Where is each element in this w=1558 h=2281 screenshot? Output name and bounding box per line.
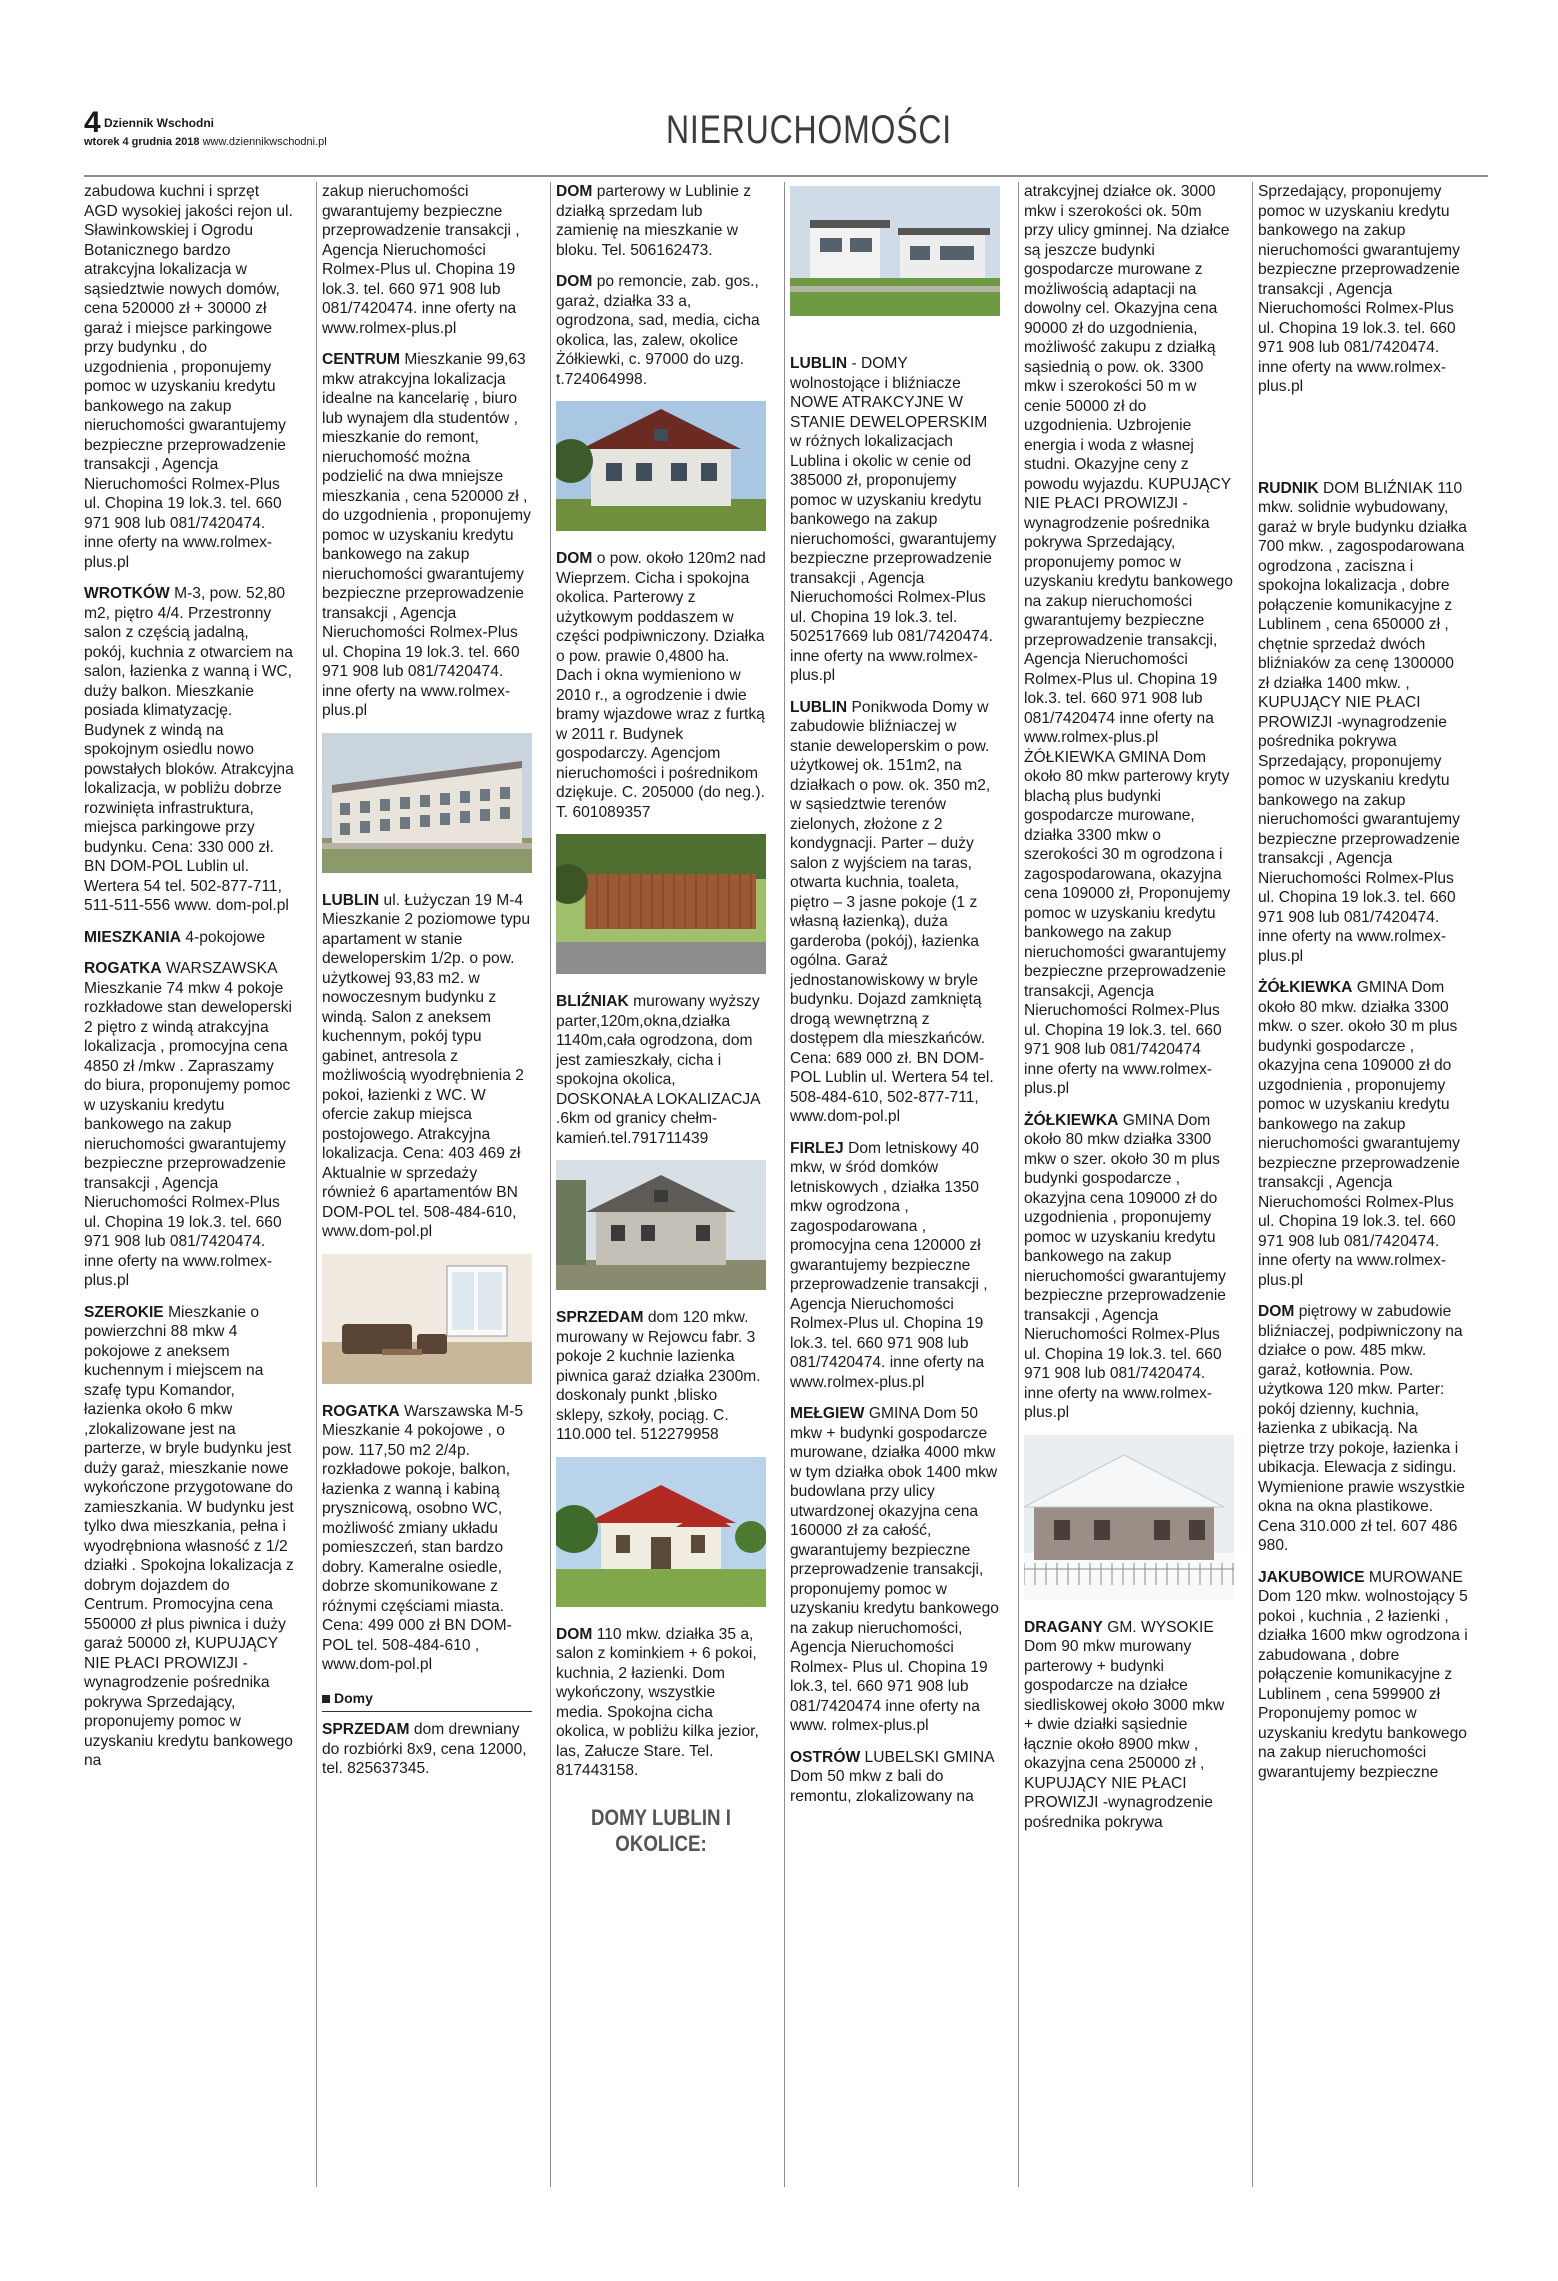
ad-headword: FIRLEJ: [790, 1139, 844, 1157]
classified-ad: [790, 1748, 1000, 1807]
classified-ad: [84, 1303, 294, 1771]
column-divider: [1018, 182, 1019, 2187]
ad-headword: CENTRUM: [322, 351, 400, 368]
ad-headword: OSTRÓW: [790, 1748, 861, 1766]
property-photo: [556, 834, 766, 974]
ad-text: GMINA Dom około 80 mkw działka 3300 mkw o szer. około 30 m plus budynki gospodarcze , okazyjna cena 109000 zł do uzgodnienia , proponujemy pomoc w uzyskaniu kredytu bankowego na zakup nieruchomości gwarantujemy bezpieczne przeprowadzenie transakcji , Agencja Nieruchomości Rolmex-Plus ul. Chopina 19 lok.3. tel. 660 971 908 lub 081/7420474. inne oferty na www.rolmex-plus.pl: [1024, 1111, 1226, 1421]
classified-ad: [1258, 182, 1468, 397]
classified-ad: [790, 698, 1000, 1127]
column-spacer: [790, 334, 1000, 354]
ad-text: Warszawska M-5 Mieszkanie 4 pokojowe , o pow. 117,50 m2 2/4p. rozkładowe pokoje, balkon, łazienka z wanną i kabiną prysznicową, osobno WC, możliwość zmiany układu pomieszczeń, stan bardzo dobry. Kameralne osiedle, dobrze skomunikowane z różnymi częściami miasta. Cena: 499 000 zł BN DOM-POL tel. 508-484-610 , www.dom-pol.pl: [322, 1402, 524, 1673]
classified-ad: [322, 1720, 532, 1779]
classified-ad: [556, 272, 766, 389]
ad-text: zakup nieruchomości gwarantujemy bezpieczne przeprowadzenie transakcji , Agencja Nieruchomości Rolmex-Plus ul. Chopina 19 lok.3. tel. 660 971 908 lub 081/7420474. inne oferty na www.rolmex-plus.pl: [322, 183, 520, 337]
classified-ad: [84, 182, 294, 572]
ad-headword: RUDNIK: [1258, 479, 1319, 497]
classified-ad: [322, 350, 532, 721]
property-photo: [322, 1254, 532, 1384]
ad-text: Dom letniskowy 40 mkw, w śród domków letniskowych , działka 1350 mkw ogrodzona , zagospodarowana , promocyjna cena 120000 zł gwarantujemy bezpieczne przeprowadzenie transakcji , Agencja Nieruchomości Rolmex-Plus ul. Chopina 19 lok.3. tel. 660 971 908 lub 081/7420474. inne oferty na www.rolmex-plus.pl: [790, 1139, 988, 1391]
classified-ad: [1024, 182, 1234, 1099]
classified-ad: [556, 992, 766, 1148]
ad-headword: ŻÓŁKIEWKA: [1024, 1111, 1119, 1129]
classified-ad: [1258, 479, 1468, 967]
classified-ad: [1258, 978, 1468, 1290]
ad-headword: SZEROKIE: [84, 1303, 164, 1321]
classified-ad: [1024, 1618, 1234, 1833]
ad-text: Ponikwoda Domy w zabudowie bliźniaczej w stanie deweloperskim o pow. użytkowej ok. 151m2, na działkach o pow. ok. 350 m2, w sąsiedztwie terenów zielonych, złożone z 2 kondygnacji. Parter – duży salon z wyjściem na taras, otwarta kuchnia, toaleta, piętro – 3 jasne pokoje (1 z własną łazienką), duża garderoba (pokój), łazienka ogólna. Garaż jednostanowiskowy w bryle budynku. Dojazd zamkniętą drogą wewnętrzną z dostępem dla mieszkańców. Cena: 689 000 zł. BN DOM-POL Lublin ul. Wertera 54 tel. 508-484-610, 502-877-711, www.dom-pol.pl: [790, 698, 994, 1125]
column-divider: [1252, 182, 1253, 2187]
website-link[interactable]: www.dziennikwschodni.pl: [202, 136, 327, 148]
ad-text: Sprzedający, proponujemy pomoc w uzyskaniu kredytu bankowego na zakup nieruchomości gwarantujemy bezpieczne przeprowadzenie transakcji , Agencja Nieruchomości Rolmex-Plus ul. Chopina 19 lok.3. tel. 660 971 908 lub 081/7420474. inne oferty na www.rolmex-plus.pl: [1258, 183, 1460, 395]
classified-ad: [1258, 1302, 1468, 1556]
ad-headword: MIESZKANIA: [84, 928, 182, 946]
subsection-heading: DOMY LUBLIN I OKOLICE:: [591, 1804, 731, 1856]
ad-text: piętrowy w zabudowie bliźniaczej, podpiwniczony na działce o pow. 485 mkw. garaż, kotłownia. Pow. użytkowa 120 mkw. Parter: pokój dzienny, kuchnia, łazienka z ubikacją. Na piętrze trzy pokoje, łazienka i ubikacja. Elewacja z sidingu. Wymienione prawie wszystkie okna na okna plastikowe. Cena 310.000 zł tel. 607 486 980.: [1258, 1303, 1465, 1554]
publication-date-line: [84, 136, 327, 148]
classified-ad: [1024, 1111, 1234, 1423]
ad-headword: JAKUBOWICE: [1258, 1568, 1365, 1586]
ad-headword: DOM: [556, 273, 593, 290]
column-divider: [784, 182, 785, 2187]
ad-headword: LUBLIN: [322, 891, 380, 909]
ad-headword: DOM: [556, 1625, 593, 1643]
classified-ad: [790, 354, 1000, 686]
ad-text: DOM BLIŹNIAK 110 mkw. solidnie wybudowany, garaż w bryle budynku działka 700 mkw. , zagospodarowana ogrodzona , zaciszna i spokojna lokalizacja , dobre połączenie komunikacyjne z Lublinem , cena 650000 zł , chętnie sprzedaż dwóch bliźniaków za cenę 1300000 zł działka 1400 mkw. , KUPUJĄCY NIE PŁACI PROWIZJI -wynagrodzenie pośrednika pokrywa Sprzedający, proponujemy pomoc w uzyskaniu kredytu bankowego na zakup nieruchomości gwarantujemy bezpieczne przeprowadzenie transakcji , Agencja Nieruchomości Rolmex-Plus ul. Chopina 19 lok.3. tel. 660 971 908 lub 081/7420474. inne oferty na www.rolmex-plus.pl: [1258, 479, 1467, 965]
ad-text: dom drewniany do rozbiórki 8x9, cena 12000, tel. 825637345.: [322, 1721, 527, 1777]
ad-text: Mieszkanie 99,63 mkw atrakcyjna lokalizacja idealne na kancelarię , biuro lub wynajem dla studentów , mieszkanie do remont, nieruchomość można podzielić na dwa mniejsze mieszkania , cena 520000 zł , do uzgodnienia , proponujemy pomoc w uzyskaniu kredytu bankowego na zakup nieruchomości gwarantujemy bezpieczne przeprowadzenie transakcji , Agencja Nieruchomości Rolmex-Plus ul. Chopina 19 lok.3. tel. 660 971 908 lub 081/7420474. inne oferty na www.rolmex-plus.pl: [322, 351, 531, 719]
ad-text: po remoncie, zab. gos., garaż, działka 33 a, ogrodzona, sad, media, cicha okolica, las, zalew, okolice Żółkiewki, c. 97000 do uzg. t.724064998.: [556, 273, 760, 388]
ad-headword: DOM: [556, 183, 593, 200]
ad-headword: LUBLIN: [790, 355, 848, 372]
classified-ad: [556, 1308, 766, 1445]
column-2: [322, 182, 532, 2187]
page-number: 4: [84, 106, 101, 139]
ad-text: M-3, pow. 52,80 m2, piętro 4/4. Przestronny salon z częścią jadalną, pokój, kuchnia z otwarciem na salon, łazienka z wanną i WC, duży balkon. Mieszkanie posiada klimatyzację. Budynek z windą na spokojnym osiedlu nowo powstałych bloków. Atrakcyjna lokalizacja, w pobliżu dobrze rozwinięta infrastruktura, miejsca parkingowe przy budynku. Cena: 330 000 zł. BN DOM-POL Lublin ul. Wertera 54 tel. 502-877-711, 511-511-556 www. dom-pol.pl: [84, 585, 294, 914]
column-6: [1258, 182, 1468, 2187]
property-photo: [556, 1457, 766, 1607]
column-1: [84, 182, 294, 2187]
ad-headword: ROGATKA: [84, 960, 162, 977]
ad-headword: SPRZEDAM: [556, 1309, 644, 1326]
property-photo: [790, 186, 1000, 316]
column-4: [790, 182, 1000, 2187]
classified-ad: [790, 1139, 1000, 1393]
column-divider: [316, 182, 317, 2187]
classified-ad: [1258, 1568, 1468, 1783]
publication-name: Dziennik Wschodni: [104, 116, 215, 130]
header-rule: [84, 175, 1488, 177]
classified-ad: [790, 1404, 1000, 1736]
issue-date: wtorek 4 grudnia 2018: [84, 136, 200, 148]
classified-ad: [84, 928, 294, 948]
ad-text: WARSZAWSKA Mieszkanie 74 mkw 4 pokoje rozkładowe stan deweloperski 2 piętro z windą atrakcyjna lokalizacja , promocyjna cena 4850 zł /mkw . Zapraszamy do biura, proponujemy pomoc w uzyskaniu kredytu bankowego na zakup nieruchomości gwarantujemy bezpieczne przeprowadzenie transakcji , Agencja Nieruchomości Rolmex-Plus ul. Chopina 19 lok.3. tel. 660 971 908 lub 081/7420474. inne oferty na www.rolmex-plus.pl: [84, 960, 293, 1289]
column-5: [1024, 182, 1234, 2187]
ad-text: zabudowa kuchni i sprzęt AGD wysokiej jakości rejon ul. Sławinkowskiej i Ogrodu Botanicznego bardzo atrakcyjna lokalizacja w sąsiedztwie nowych domów, cena 520000 zł + 30000 zł garaż i miejsce parkingowe przy budynku , do uzgodnienia , proponujemy pomoc w uzyskaniu kredytu bankowego na zakup nieruchomości gwarantujemy bezpieczne przeprowadzenie transakcji , Agencja Nieruchomości Rolmex-Plus ul. Chopina 19 lok.3. tel. 660 971 908 lub 081/7420474. inne oferty na www.rolmex-plus.pl: [84, 183, 293, 571]
ad-text: 110 mkw. działka 35 a, salon z kominkiem + 6 pokoi, kuchnia, 2 łazienki. Dom wykończony, wszystkie media. Spokojna cicha okolica, w pobliżu kilka jezior, las, Załucze Stare. Tel. 817443158.: [556, 1625, 759, 1779]
category-label: [322, 1687, 532, 1713]
property-photo: [556, 1160, 766, 1290]
ad-text: GMINA Dom około 80 mkw. działka 3300 mkw. o szer. około 30 m plus budynki gospodarcze , okazyjna cena 109000 zł do uzgodnienia , proponujemy pomoc w uzyskaniu kredytu bankowego na zakup nieruchomości gwarantujemy bezpieczne przeprowadzenie transakcji , Agencja Nieruchomości Rolmex-Plus ul. Chopina 19 lok.3. tel. 660 971 908 lub 081/7420474. inne oferty na www.rolmex-plus.pl: [1258, 979, 1460, 1289]
ad-text: murowany wyższy parter,120m,okna,działka 1140m,cała ogrodzona, dom jest zamieszkały, cicha i spokojna okolica, DOSKONAŁA LOKALIZACJA .6km od granicy chełm-kamień.tel.791711439: [556, 993, 760, 1147]
classified-ad: [322, 1402, 532, 1675]
classified-columns: [84, 182, 1488, 2187]
column-3: [556, 182, 766, 2187]
ad-headword: DOM: [556, 550, 593, 567]
ad-headword: ŻÓŁKIEWKA: [1258, 979, 1353, 996]
section-title: NIERUCHOMOŚCI: [666, 108, 952, 152]
ad-text: GMINA Dom 50 mkw + budynki gospodarcze murowane, działka 4000 mkw w tym działka obok 1400 mkw budowlana przy ulicy utwardzonej okazyjna cena 160000 zł za całość, gwarantujemy bezpieczne przeprowadzenie transakcji, proponujemy pomoc w uzyskaniu kredytu bankowego na zakup nieruchomości, Agencja Nieruchomości Rolmex- Plus ul. Chopina 19 lok.3, tel. 660 971 908 lub 081/7420474 inne oferty na www. rolmex-plus.pl: [790, 1405, 999, 1734]
ad-headword: DOM: [1258, 1303, 1295, 1320]
ad-text: parterowy w Lublinie z działką sprzedam lub zamienię na mieszkanie w bloku. Tel. 506162473.: [556, 183, 752, 259]
ad-headword: BLIŹNIAK: [556, 993, 629, 1010]
page-header: [0, 0, 1558, 185]
category-label-text: Domy: [334, 1689, 373, 1706]
ad-headword: LUBLIN: [790, 698, 848, 716]
classified-ad: [84, 959, 294, 1291]
ad-text: - DOMY wolnostojące i bliźniacze NOWE ATRAKCYJNE W STANIE DEWELOPERSKIM w różnych lokalizacjach Lublina i okolic w cenie od 385000 zł, proponujemy pomoc w uzyskaniu kredytu bankowego na zakup nieruchomości, gwarantujemy bezpieczne przeprowadzenie transakcji , Agencja Nieruchomości Rolmex-Plus ul. Chopina 19 lok.3. tel. 502517669 lub 081/7420474. inne oferty na www.rolmex-plus.pl: [790, 355, 997, 684]
classified-ad: [84, 584, 294, 916]
ad-text: ul. Łużyczan 19 M-4 Mieszkanie 2 poziomowe typu apartament w stanie deweloperskim 1/2p. o pow. użytkowej 93,83 m2. w nowoczesnym budynku z windą. Salon z aneksem kuchennym, pokój typu gabinet, antresola z możliwością wyodrębnienia 2 pokoi, łazienki z WC. W ofercie zakup miejsca postojowego. Atrakcyjna lokalizacja. Cena: 403 469 zł Aktualnie w sprzedaży również 6 apartamentów BN DOM-POL tel. 508-484-610, www.dom-pol.pl: [322, 891, 531, 1240]
ad-text: LUBELSKI GMINA Dom 50 mkw z bali do remontu, zlokalizowany na: [790, 1748, 994, 1805]
ad-text: GM. WYSOKIE Dom 90 mkw murowany parterowy + budynki gospodarcze na działce siedliskowej około 3000 mkw + dwie działki sąsiednie łącznie około 8900 mkw , okazyjna cena 250000 zł , KUPUJĄCY NIE PŁACI PROWIZJI -wynagrodzenie pośrednika pokrywa: [1024, 1618, 1225, 1831]
column-divider: [550, 182, 551, 2187]
classified-ad: [556, 549, 766, 822]
property-photo: [1024, 1435, 1234, 1600]
ad-headword: WROTKÓW: [84, 585, 170, 602]
classified-ad: [322, 182, 532, 338]
ad-text: 4-pokojowe: [185, 928, 266, 946]
column-spacer: [1258, 409, 1468, 479]
ad-headword: SPRZEDAM: [322, 1721, 410, 1738]
classified-ad: [556, 182, 766, 260]
ad-text: o pow. około 120m2 nad Wieprzem. Cicha i spokojna okolica. Parterowy z użytkowym poddaszem w części podpiwniczony. Działka o pow. prawie 0,4800 ha. Dach i okna wymieniono w 2010 r., a ogrodzenie i dwie bramy wjazdowe wraz z furtką w 2011 r. Budynek gospodarczy. Agencjom nieruchomości i pośrednikom dziękuje. C. 205000 (do neg.). T. 601089357: [556, 550, 766, 821]
square-bullet-icon: [322, 1695, 330, 1703]
property-photo: [556, 401, 766, 531]
ad-headword: MEŁGIEW: [790, 1405, 865, 1422]
ad-headword: DRAGANY: [1024, 1618, 1103, 1636]
classified-ad: [556, 1625, 766, 1781]
classified-ad: [322, 891, 532, 1242]
ad-headword: ROGATKA: [322, 1402, 400, 1420]
property-photo: [322, 733, 532, 873]
ad-text: Mieszkanie o powierzchni 88 mkw 4 pokojowe z aneksem kuchennym i miejscem na szafę typu Komandor, łazienka około 6 mkw ,zlokalizowane jest na parterze, w bryle budynku jest duży garaż, mieszkanie nowe wykończone przygotowane do zamieszkania. W budynku jest tylko dwa mieszkania, pełna i wyodrębniona własność z 1/2 działki . Spokojna lokalizacja z dobrym dojazdem do Centrum. Promocyjna cena 550000 zł plus piwnica i duży garaż 50000 zł, KUPUJĄCY NIE PŁACI PROWIZJI -wynagrodzenie pośrednika pokrywa Sprzedający, proponujemy pomoc w uzyskaniu kredytu bankowego na: [84, 1303, 294, 1769]
ad-text: atrakcyjnej działce ok. 3000 mkw i szerokości ok. 50m przy ulicy gminnej. Na działce są jeszcze budynki gospodarcze murowane z możliwością adaptacji na dowolny cel. Okazyjna cena 90000 zł do uzgodnienia, możliwość zakupu z działką sąsiednią o pow. ok. 3300 mkw i szerokości 50 m w cenie 50000 zł do uzgodnienia. Uzbrojenie energia i woda z własnej studni. Okazyjne ceny z powodu wyjazdu. KUPUJĄCY NIE PŁACI PROWIZJI - wynagrodzenie pośrednika pokrywa Sprzedający, proponujemy pomoc w uzyskaniu kredytu bankowego na zakup nieruchomości gwarantujemy bezpieczne przeprowadzenie transakcji, Agencja Nieruchomości Rolmex-Plus ul. Chopina 19 lok.3. tel. 660 971 908 lub 081/7420474 inne oferty na www.rolmex-plus.pl ŻÓŁKIEWKA GMINA Dom około 80 mkw parterowy kryty blachą plus budynki gospodarcze murowane, działka 3300 mkw o szerokości 30 m ogrodzona i zagospodarowana, okazyjna cena 109000 zł, Proponujemy pomoc w uzyskaniu kredytu bankowego na zakup nieruchomości gwarantujemy bezpieczne przeprowadzenie transakcji, Agencja Nieruchomości Rolmex-Plus ul. Chopina 19 lok.3. tel. 660 971 908 lub 081/7420474 inne oferty na www.rolmex-plus.pl: [1024, 183, 1233, 1097]
ad-text: MUROWANE Dom 120 mkw. wolnostojący 5 pokoi , kuchnia , 2 łazienki , działka 1600 mkw ogrodzona i zabudowana , dobre połączenie komunikacyjne z Lublinem , cena 599900 zł Proponujemy pomoc w uzyskaniu kredytu bankowego na zakup nieruchomości gwarantujemy bezpieczne: [1258, 1568, 1468, 1781]
ad-text: dom 120 mkw. murowany w Rejowcu fabr. 3 pokoje 2 kuchnie lazienka piwnica garaż działka 2300m. doskonaly punkt ,blisko sklepy, szkoły, pociąg. C. 110.000 tel. 512279958: [556, 1309, 761, 1443]
